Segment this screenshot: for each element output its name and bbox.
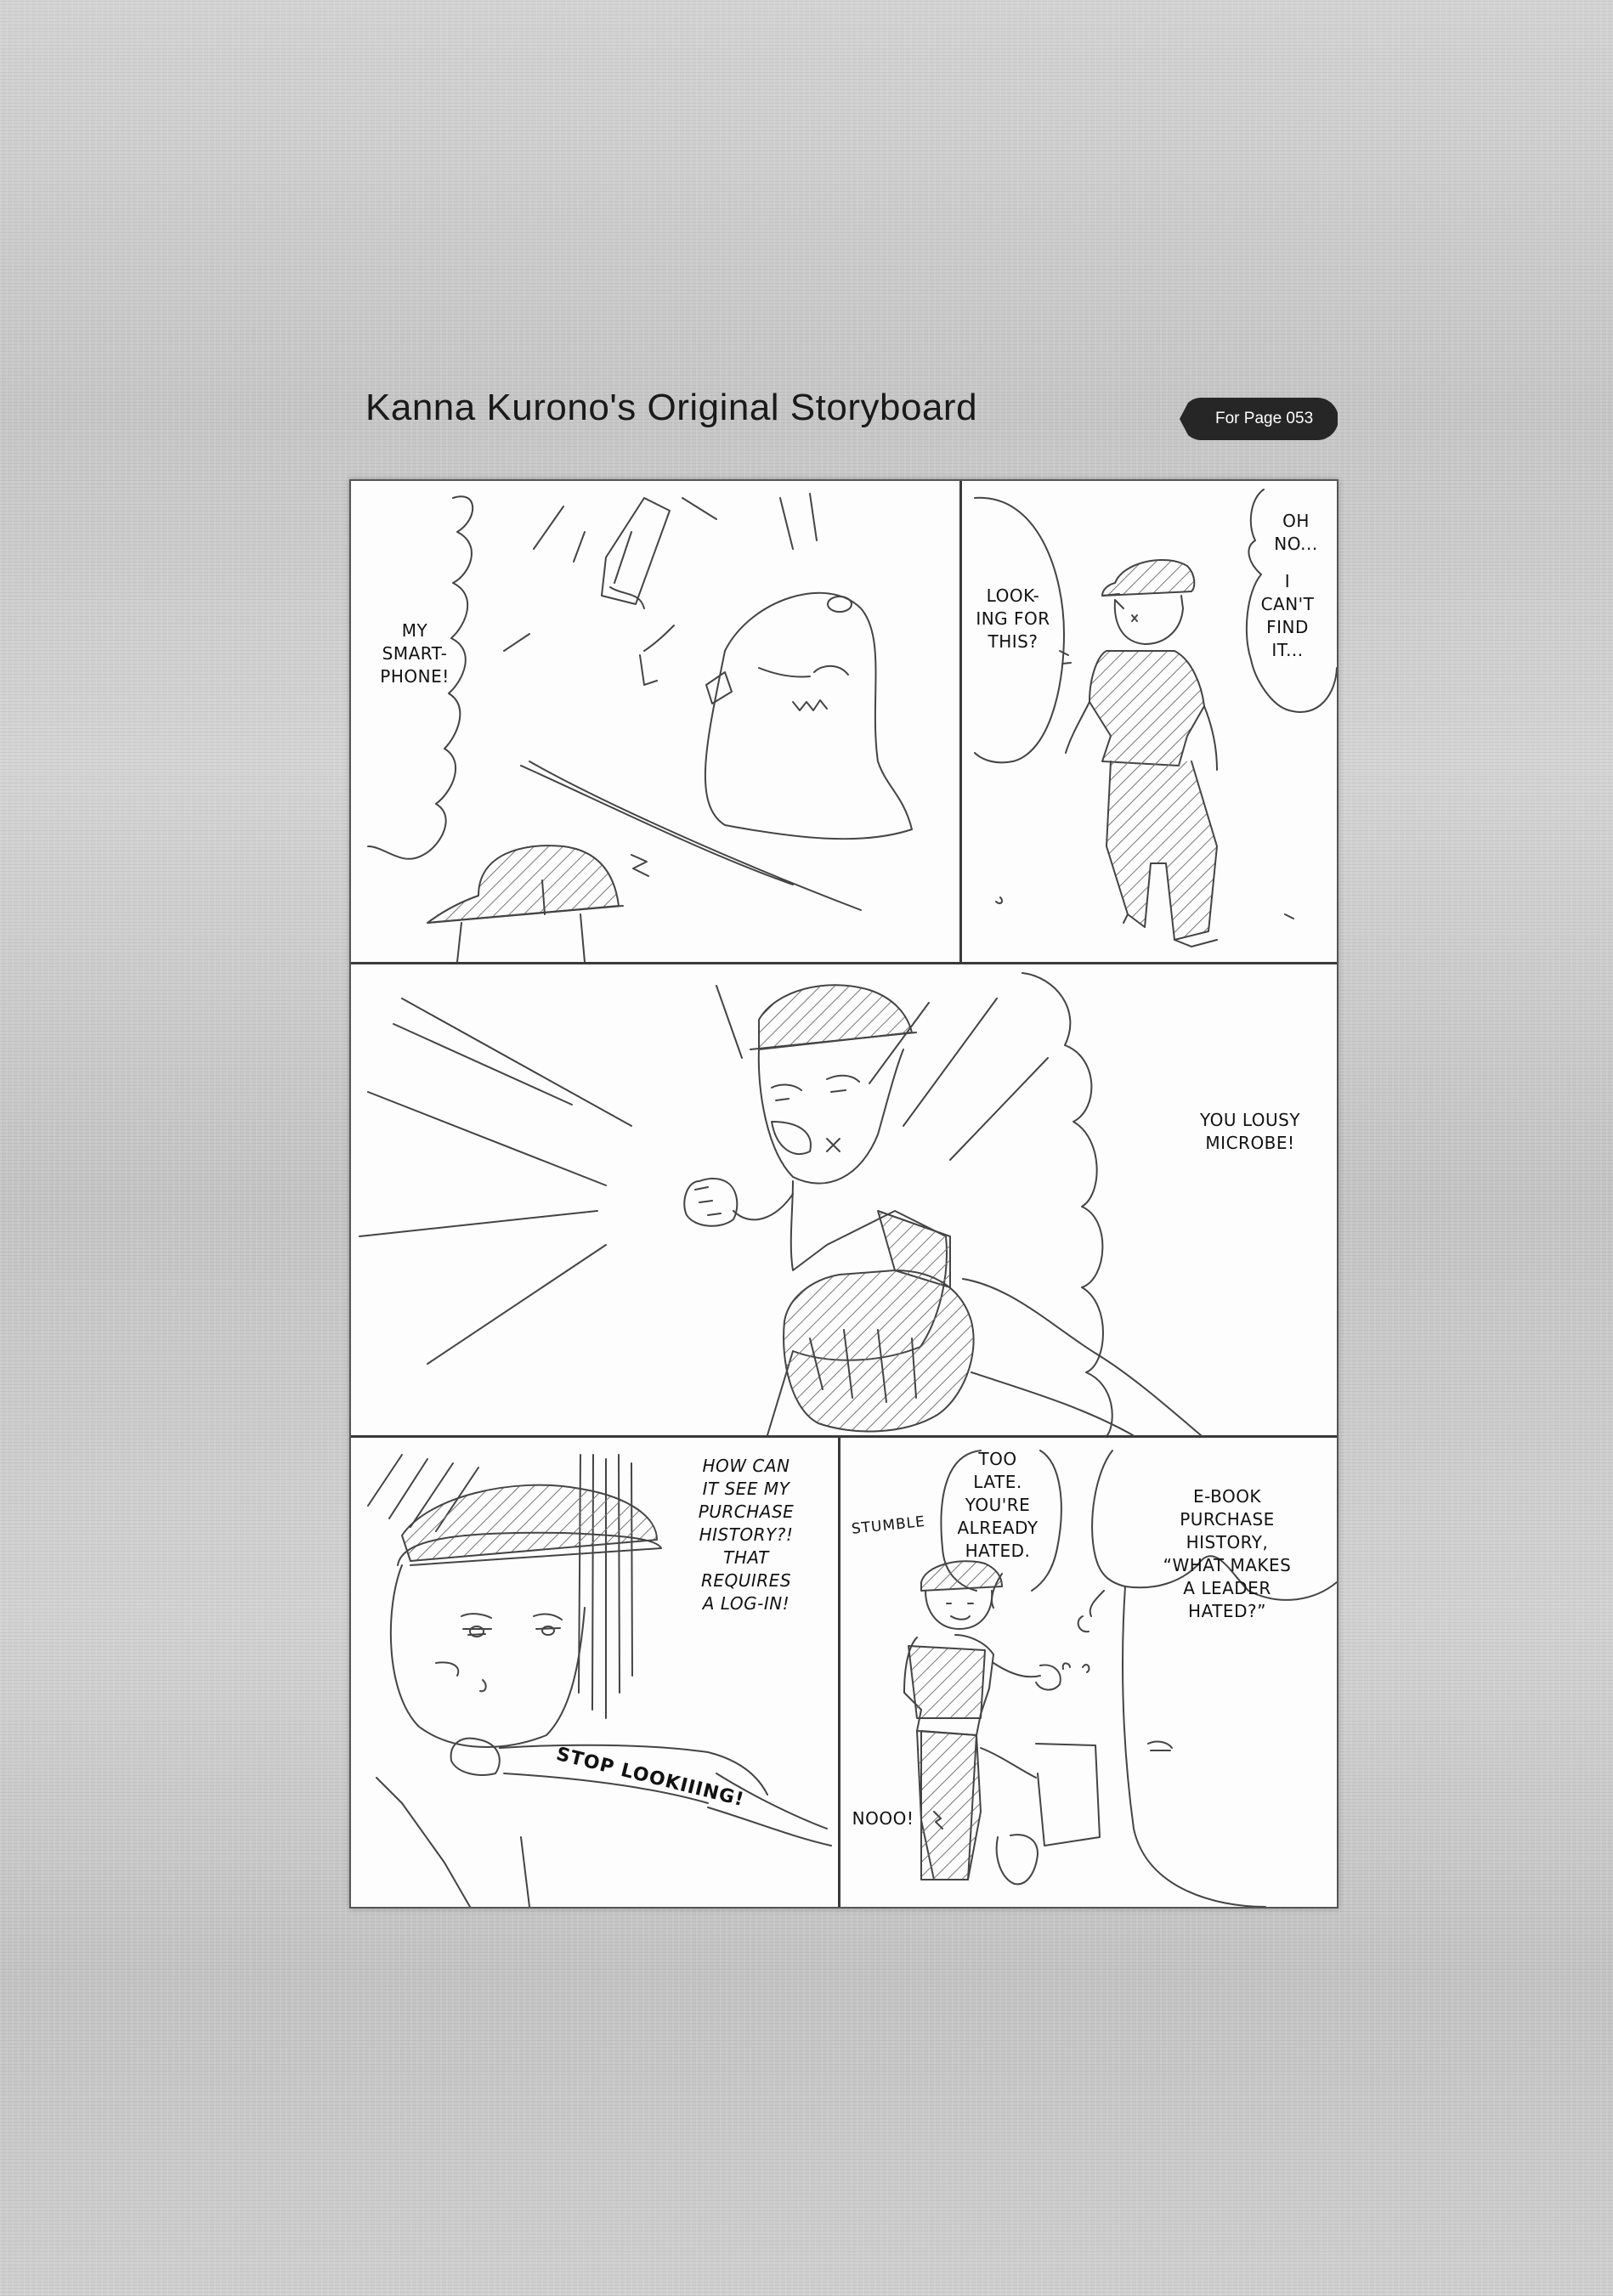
dialogue-cant-find-it: I CAN'T FIND IT... [1260,571,1315,660]
page-tag-badge [1180,398,1338,440]
panel-4 [351,1438,838,1907]
dialogue-my-smartphone: MY SMART- PHONE! [380,620,450,687]
panel-3-sketch [351,964,1337,1435]
page-tag-label: For Page 053 [1215,410,1314,427]
sfx-stop-lookiiing: STOP LOOKIIING! [553,1744,747,1812]
dialogue-looking-for-this: LOOK- ING FOR THIS? [976,585,1050,652]
dialogue-too-late: TOO LATE. YOU'RE ALREADY HATED. [957,1449,1039,1561]
panel-1 [351,481,959,962]
dialogue-ebook-purchase-history: E-BOOK PURCHASE HISTORY, “WHAT MAKES A LEADER HATED?” [1163,1486,1292,1621]
dialogue-oh-no: OH NO... [1274,511,1318,554]
panel-3 [351,964,1337,1435]
storyboard-sheet [349,479,1339,1909]
dialogue-nooo: NOOO! [852,1808,914,1829]
panel-1-sketch [351,481,959,962]
panel-2 [962,481,1337,962]
page-title: Kanna Kurono's Original Storyboard [365,387,978,428]
dialogue-you-lousy-microbe: YOU LOUSY MICROBE! [1199,1110,1301,1153]
sfx-stumble: STUMBLE [851,1513,926,1538]
dialogue-how-can-it-see: HOW CAN IT SEE MY PURCHASE HISTORY?! THAT REQUIRES A LOG-IN! [698,1456,795,1614]
panel-5 [840,1438,1337,1907]
